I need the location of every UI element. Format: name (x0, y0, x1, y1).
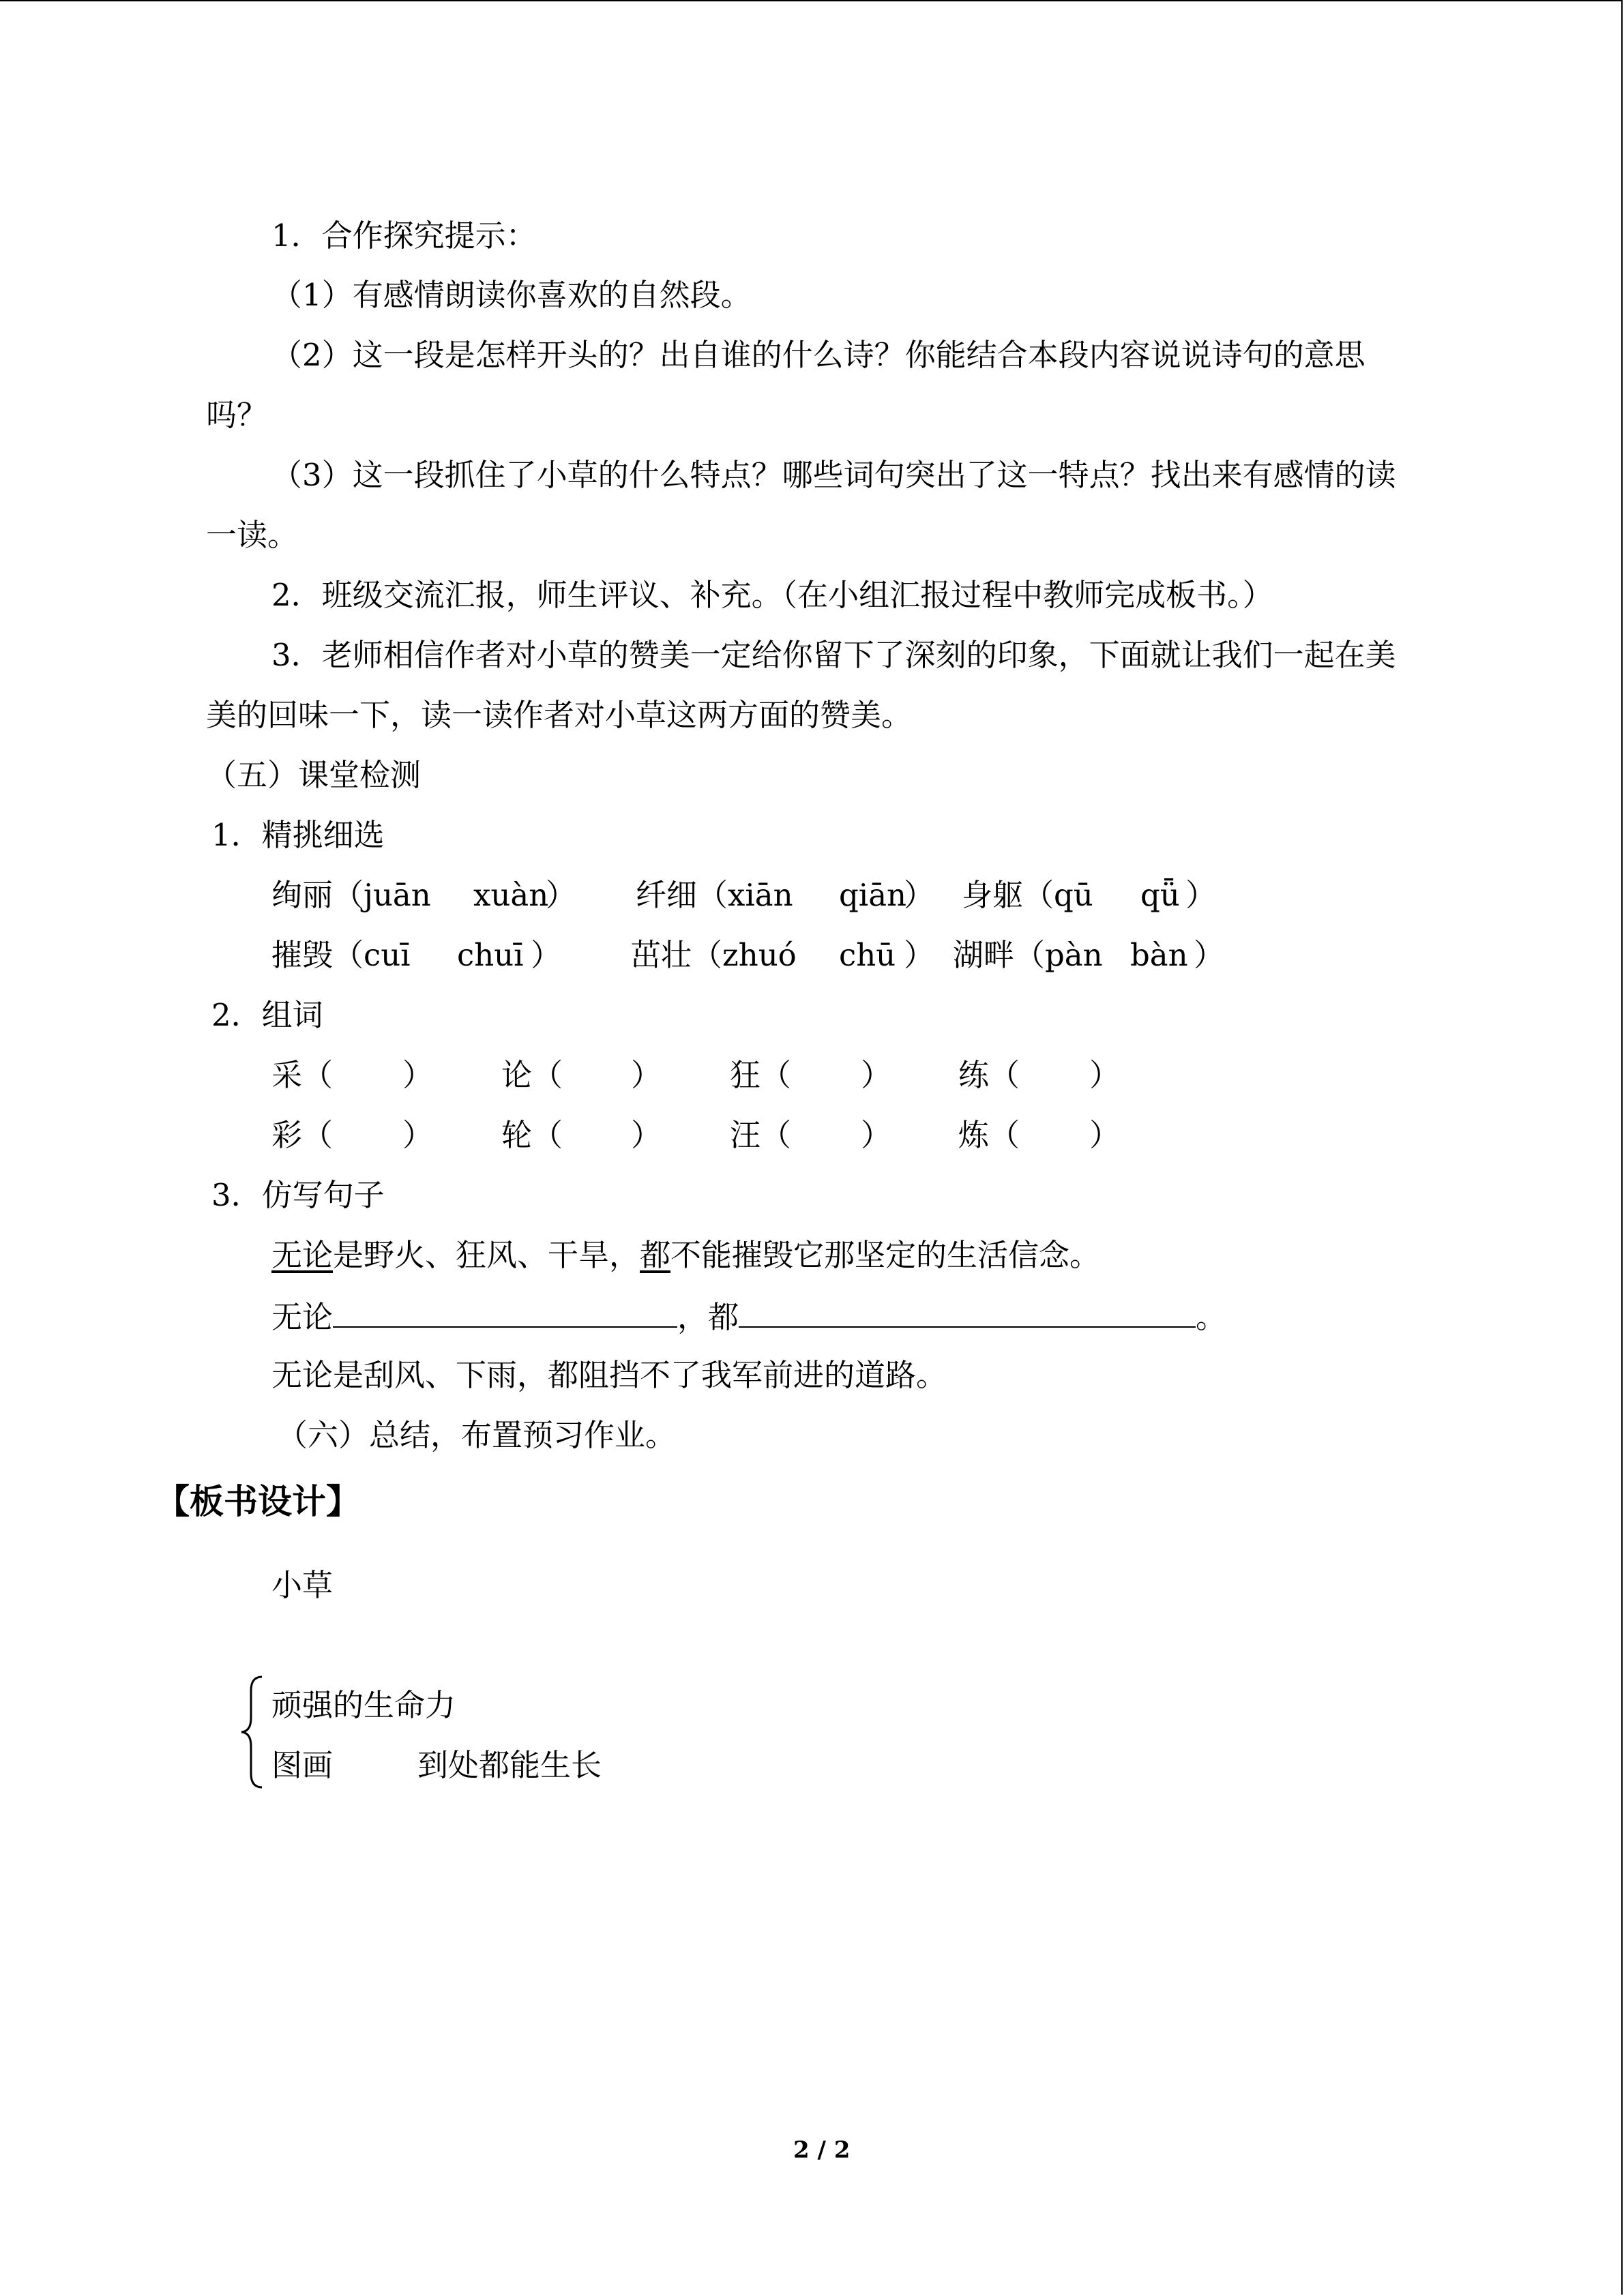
zuci-close: ） (402, 1057, 434, 1093)
blank-1[interactable] (333, 1296, 677, 1328)
pinyin-alt: qiān (839, 877, 907, 913)
pinyin-close: ） (531, 937, 562, 973)
pinyin-item: 茁壮（zhuó (630, 937, 797, 973)
board-branch-2: 图画 (271, 1747, 334, 1783)
pinyin-alt: qǖ (1140, 877, 1180, 913)
zuci-close: ） (402, 1117, 434, 1153)
zuci-close: ） (631, 1057, 662, 1093)
pinyin-close: ） (1185, 877, 1217, 913)
exercise-2-title: 2．组词 (211, 997, 323, 1033)
example-end: 不能摧毁它那坚定的生活信念。 (670, 1237, 1101, 1273)
hint-title: 1．合作探究提示： (271, 218, 537, 254)
example-sentence (271, 1236, 1100, 1274)
blank-2[interactable] (739, 1296, 1196, 1328)
item-3-line2: 美的回味一下，读一读作者对小草这两方面的赞美。 (206, 697, 913, 733)
question-3-line2: 一读。 (206, 517, 299, 553)
pinyin-item: 绚丽（juān (271, 877, 431, 913)
fill-keyword-dou: ，都 (677, 1299, 739, 1335)
exercise-3-title: 3．仿写句子 (211, 1177, 385, 1213)
zuci-item: 采（ (271, 1057, 334, 1093)
question-1: （1）有感情朗读你喜欢的自然段。 (271, 277, 752, 313)
pinyin-close: ） (904, 937, 935, 973)
section-6-title: （六）总结，布置预习作业。 (277, 1417, 677, 1453)
pinyin-alt: chū (839, 937, 896, 973)
sample-sentence-2: 无论是刮风、下雨，都阻挡不了我军前进的道路。 (271, 1357, 947, 1393)
zuci-item: 汪（ (730, 1117, 792, 1153)
zuci-item: 彩（ (271, 1117, 334, 1153)
zuci-close: ） (631, 1117, 662, 1153)
pinyin-close: ） (904, 877, 935, 913)
pinyin-alt: bàn (1130, 937, 1188, 973)
question-2-line2: 吗？ (206, 397, 268, 433)
curly-brace (237, 1674, 265, 1790)
item-3-line1: 3．老师相信作者对小草的赞美一定给你留下了深刻的印象，下面就让我们一起在美 (271, 637, 1396, 673)
board-branch-1: 顽强的生命力 (271, 1687, 456, 1723)
pinyin-item: 纤细（xiān (636, 877, 793, 913)
zuci-item: 论（ (501, 1057, 563, 1093)
pinyin-item: 摧毁（cuī (271, 937, 411, 973)
zuci-close: ） (1089, 1117, 1121, 1153)
zuci-close: ） (861, 1057, 892, 1093)
exercise-1-title: 1．精挑细选 (211, 817, 385, 853)
zuci-item: 炼（ (958, 1117, 1020, 1153)
pinyin-item: 湖畔（pàn (953, 937, 1103, 973)
page-number: 2 / 2 (793, 2136, 851, 2164)
zuci-item: 轮（ (501, 1117, 563, 1153)
pinyin-item: 身躯（qū (962, 877, 1093, 913)
zuci-item: 练（ (958, 1057, 1020, 1093)
zuci-close: ） (1089, 1057, 1121, 1093)
fill-in-sentence (271, 1296, 1226, 1337)
pinyin-alt: xuàn (473, 877, 549, 913)
pinyin-alt: chuī (457, 937, 524, 973)
question-3-line1: （3）这一段抓住了小草的什么特点？哪些词句突出了这一特点？找出来有感情的读 (271, 457, 1396, 493)
example-middle: 是野火、狂风、干旱， (333, 1237, 640, 1273)
board-title: 小草 (271, 1567, 334, 1603)
zuci-close: ） (861, 1117, 892, 1153)
board-branch-2-detail: 到处都能生长 (417, 1747, 602, 1783)
item-2: 2．班级交流汇报，师生评议、补充。（在小组汇报过程中教师完成板书。） (271, 577, 1273, 613)
section-5-title: （五）课堂检测 (206, 757, 422, 793)
fill-keyword-wulun: 无论 (271, 1299, 334, 1335)
pinyin-close: ） (1194, 937, 1225, 973)
fill-end: 。 (1196, 1299, 1227, 1335)
example-keyword-dou: 都 (640, 1237, 671, 1273)
question-2-line1: （2）这一段是怎样开头的？出自谁的什么诗？你能结合本段内容说说诗句的意思 (271, 337, 1365, 373)
pinyin-close: ） (546, 877, 577, 913)
zuci-item: 狂（ (730, 1057, 792, 1093)
board-design-heading: 【板书设计】 (156, 1481, 360, 1521)
example-keyword-wulun: 无论 (271, 1237, 334, 1273)
